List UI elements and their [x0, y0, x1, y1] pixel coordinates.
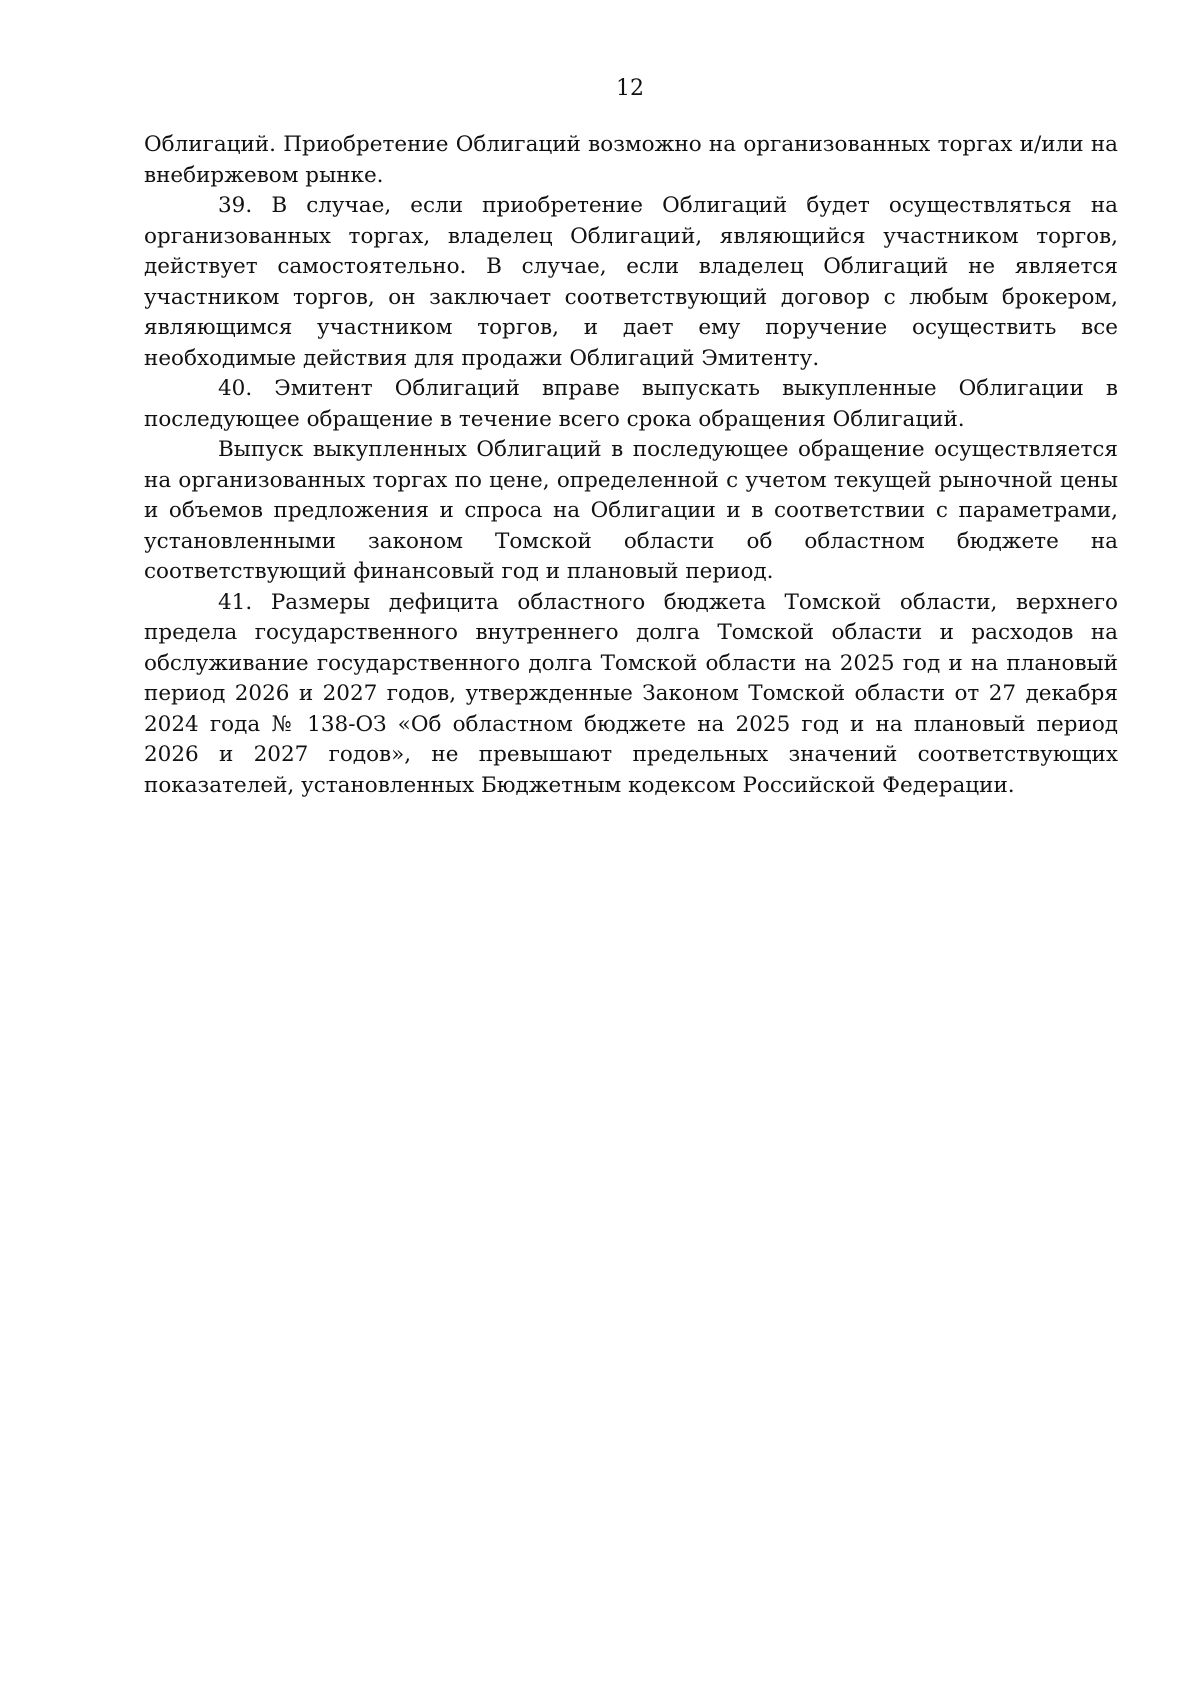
paragraph-item-40-reissue: Выпуск выкупленных Облигаций в последующее обращение осуществляется на организованных торгах по цене, определенной с учетом текущей рыночной цены и объемов предложения и спроса на Облигации и в соответствии с параметрами, установленными законом Томской области об областном бюджете на соответствующий финансовый год и плановый период. [144, 437, 1118, 584]
paragraph-continuation: Облигаций. Приобретение Облигаций возможно на организованных торгах и/или на внебиржевом рынке. [144, 132, 1118, 188]
paragraph-item-39: 39. В случае, если приобретение Облигаций будет осуществляться на организованных торгах, владелец Облигаций, являющийся участником торгов, действует самостоятельно. В случае, если владелец Облигаций не является участником торгов, он заключает соответствующий договор с любым брокером, являющимся участником торгов, и дает ему поручение осуществить все необходимые действия для продажи Облигаций Эмитенту. [144, 193, 1118, 371]
paragraph-item-41: 41. Размеры дефицита областного бюджета Томской области, верхнего предела государственного внутреннего долга Томской области и расходов на обслуживание государственного долга Томской области на 2025 год и на плановый период 2026 и 2027 годов, утвержденные Законом Томской области от 27 декабря 2024 года № 138-ОЗ «Об областном бюджете на 2025 год и на плановый период 2026 и 2027 годов», не превышают предельных значений соответствующих показателей, установленных Бюджетным кодексом Российской Федерации. [144, 589, 1118, 798]
document-body [144, 130, 1118, 801]
page-number: 12 [616, 76, 644, 101]
paragraph-item-40: 40. Эмитент Облигаций вправе выпускать выкупленные Облигации в последующее обращение в течение всего срока обращения Облигаций. [144, 376, 1118, 432]
